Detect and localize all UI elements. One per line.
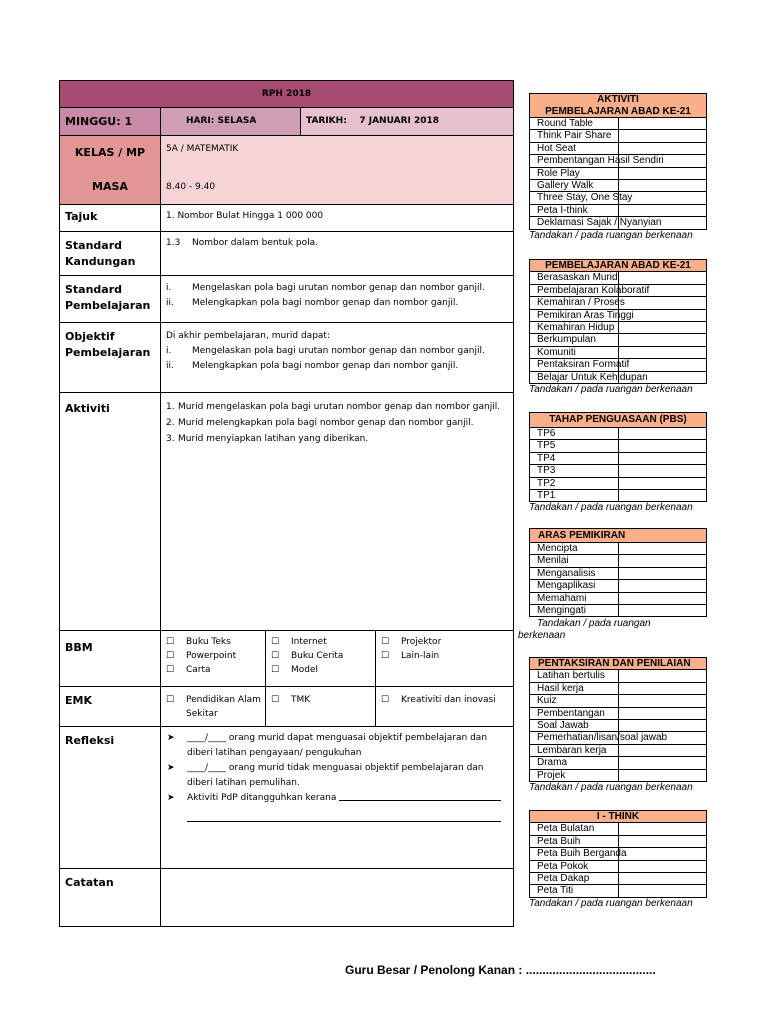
checklist-row: Round Table	[530, 118, 707, 130]
checklist-row: Peta Buih Berganda	[530, 848, 707, 860]
checklist-row: Mencipta	[530, 543, 707, 555]
checklist-row: Peta Titi	[530, 885, 707, 897]
blank-line[interactable]	[187, 812, 501, 822]
aktiviti-item: 2. Murid melengkapkan pola bagi nombor genap dan nombor ganjil.	[166, 418, 474, 428]
aktiviti-item: 3. Murid menyiapkan latihan yang diberikan.	[166, 434, 369, 444]
check-cell[interactable]	[618, 823, 707, 835]
emk-option[interactable]: ☐ Pendidikan Alam Sekitar	[166, 695, 261, 719]
kelas-row	[60, 136, 514, 205]
checklist-row: Pembentangan Hasil Sendiri	[530, 155, 707, 167]
check-cell[interactable]	[618, 885, 707, 897]
signature-label: Guru Besar / Penolong Kanan :	[345, 963, 523, 977]
emk-label: EMK	[60, 687, 161, 727]
refleksi-line: diberi latihan pengayaan/ pengukuhan	[187, 748, 362, 758]
check-cell[interactable]	[618, 580, 707, 592]
check-cell[interactable]	[618, 720, 707, 732]
checklist-row: TP6	[530, 428, 707, 440]
sp-item: i. Mengelaskan pola bagi urutan nombor genap dan nombor ganjil.	[166, 283, 485, 293]
check-cell[interactable]	[618, 180, 707, 192]
tarikh-cell[interactable]	[301, 108, 514, 136]
check-cell[interactable]	[618, 452, 707, 464]
aras-pemikiran-header: ARAS PEMIKIRAN	[530, 529, 707, 543]
checklist-row: Projek	[530, 769, 707, 781]
refleksi-line: diberi latihan pemulihan.	[187, 778, 300, 788]
masa-label: MASA	[92, 180, 128, 193]
emk-column	[265, 687, 375, 726]
bbm-option[interactable]: ☐ Projektor	[381, 637, 442, 647]
checklist-row: Hasil kerja	[530, 682, 707, 694]
aktiviti-value[interactable]	[161, 393, 514, 631]
ithink-table	[529, 810, 707, 898]
checklist-row: Soal Jawab	[530, 720, 707, 732]
tandakan-note: Tandakan / pada ruangan berkenaan	[529, 782, 693, 794]
tarikh-label: TARIKH:	[306, 116, 347, 126]
sk-text: Nombor dalam bentuk pola.	[192, 238, 319, 248]
tandakan-note: Tandakan / pada ruangan berkenaan	[529, 897, 693, 909]
tandakan-note-continued: berkenaan	[518, 630, 566, 642]
check-cell[interactable]	[618, 428, 707, 440]
bbm-option[interactable]: ☐ Buku Teks	[166, 637, 231, 647]
bbm-row	[60, 631, 514, 687]
objektif-intro: Di akhir pembelajaran, murid dapat:	[166, 331, 330, 341]
rph-title: RPH 2018	[60, 81, 514, 108]
tahap-penguasaan-panel	[529, 412, 707, 514]
checklist-row: Deklamasi Sajak / Nyanyian	[530, 217, 707, 229]
check-cell[interactable]	[618, 835, 707, 847]
standard-pembelajaran-value[interactable]	[161, 276, 514, 323]
checklist-row: Think Pair Share	[530, 130, 707, 142]
checklist-row: Menilai	[530, 555, 707, 567]
checklist-row: TP2	[530, 477, 707, 489]
tandakan-note: Tandakan / pada ruangan	[537, 618, 651, 630]
refleksi-line: ➤ Aktiviti PdP ditangguhkan kerana	[167, 791, 507, 806]
checklist-row: Memahami	[530, 592, 707, 604]
check-cell[interactable]	[618, 707, 707, 719]
check-cell[interactable]	[618, 204, 707, 216]
catatan-row	[60, 869, 514, 927]
checklist-row: Berasaskan Murid	[530, 272, 707, 284]
ithink-header: I - THINK	[530, 811, 707, 823]
bbm-option[interactable]: ☐ Carta	[166, 665, 211, 675]
catatan-value[interactable]	[161, 869, 514, 927]
check-cell[interactable]	[618, 695, 707, 707]
blank-line[interactable]	[339, 791, 501, 801]
check-cell[interactable]	[618, 322, 707, 334]
emk-value	[161, 687, 514, 727]
check-cell[interactable]	[618, 359, 707, 371]
pembelajaran-abad-table	[529, 259, 707, 384]
bbm-option[interactable]: ☐ Model	[271, 665, 319, 675]
refleksi-value[interactable]	[161, 727, 514, 869]
pentaksiran-header: PENTAKSIRAN DAN PENILAIAN	[530, 658, 707, 670]
emk-row	[60, 687, 514, 727]
kelas-value: 5A / MATEMATIK	[166, 144, 239, 154]
rph-title-row	[60, 81, 514, 108]
check-cell[interactable]	[618, 555, 707, 567]
refleksi-line	[167, 812, 507, 822]
checklist-row: Kemahiran / Proses	[530, 297, 707, 309]
arrow-bullet-icon: ➤	[167, 793, 175, 803]
check-cell[interactable]	[618, 130, 707, 142]
checklist-row: Latihan bertulis	[530, 670, 707, 682]
check-cell[interactable]	[618, 670, 707, 682]
pentaksiran-table	[529, 657, 707, 782]
op-item: i. Mengelaskan pola bagi urutan nombor genap dan nombor ganjil.	[166, 346, 485, 356]
check-cell[interactable]	[618, 757, 707, 769]
check-cell[interactable]	[618, 744, 707, 756]
bbm-column	[265, 631, 375, 686]
aktiviti-abad-table	[529, 93, 707, 230]
minggu-row	[60, 108, 514, 136]
arrow-bullet-icon: ➤	[167, 763, 175, 773]
pembelajaran-abad-panel	[529, 259, 707, 396]
checklist-row: Komuniti	[530, 346, 707, 358]
emk-column	[161, 687, 265, 726]
checklist-row: Kemahiran Hidup	[530, 322, 707, 334]
kelas-masa-label-cell	[60, 136, 161, 205]
bbm-label: BBM	[60, 631, 161, 687]
bbm-option[interactable]: ☐ Powerpoint	[166, 651, 237, 661]
checkbox-icon[interactable]: ☐	[381, 637, 390, 647]
refleksi-line: ➤ ____/____ orang murid dapat menguasai objektif pembelajaran dan	[167, 731, 507, 746]
check-cell[interactable]	[618, 848, 707, 860]
tajuk-label: Tajuk	[60, 205, 161, 232]
check-cell[interactable]	[618, 297, 707, 309]
objektif-row	[60, 323, 514, 393]
check-cell[interactable]	[618, 567, 707, 579]
aras-pemikiran-table	[529, 528, 707, 617]
minggu-cell[interactable]: MINGGU: 1	[60, 108, 161, 136]
tandakan-note: Tandakan / pada ruangan berkenaan	[529, 229, 693, 241]
checklist-row: Menganalisis	[530, 567, 707, 579]
emk-option[interactable]: ☐ TMK	[271, 695, 311, 705]
checkbox-icon[interactable]: ☐	[166, 665, 175, 675]
checkbox-icon[interactable]: ☐	[271, 637, 280, 647]
aktiviti-label: Aktiviti	[60, 393, 161, 631]
checklist-row: Three Stay, One Stay	[530, 192, 707, 204]
aras-pemikiran-panel	[518, 528, 707, 642]
aktiviti-abad-panel	[529, 93, 707, 242]
op-item: ii. Melengkapkan pola bagi nombor genap dan nombor ganjil.	[166, 361, 459, 371]
standard-kandungan-value[interactable]	[161, 232, 514, 276]
refleksi-label: Refleksi	[60, 727, 161, 869]
refleksi-line: ➤ ____/____ orang murid tidak menguasai objektif pembelajaran dan	[167, 761, 507, 776]
check-cell[interactable]	[618, 682, 707, 694]
bbm-option[interactable]: ☐ Buku Cerita	[271, 651, 344, 661]
check-cell[interactable]	[618, 769, 707, 781]
checkbox-icon[interactable]: ☐	[271, 651, 280, 661]
kelas-label: KELAS / MP	[74, 146, 146, 159]
kelas-masa-value-cell[interactable]	[161, 136, 514, 205]
tandakan-note: Tandakan / pada ruangan berkenaan	[529, 502, 693, 514]
checklist-row: Pemerhatian/lisan/soal jawab	[530, 732, 707, 744]
checklist-row: Peta Buih	[530, 835, 707, 847]
check-cell[interactable]	[618, 334, 707, 346]
checklist-row: Pembelajaran Kolaboratif	[530, 284, 707, 296]
bbm-value	[161, 631, 514, 687]
ithink-panel	[529, 810, 707, 910]
checklist-row: Pentaksiran Formatif	[530, 359, 707, 371]
checklist-row: Role Play	[530, 167, 707, 179]
checkbox-icon[interactable]: ☐	[166, 695, 175, 705]
standard-pembelajaran-label: Standard Pembelajaran	[60, 276, 161, 323]
standard-kandungan-label: Standard Kandungan	[60, 232, 161, 276]
check-cell[interactable]	[618, 605, 707, 617]
signature-line	[345, 963, 656, 977]
checklist-row: TP1	[530, 490, 707, 502]
checklist-row: Peta Dakap	[530, 873, 707, 885]
standard-pembelajaran-row	[60, 276, 514, 323]
pentaksiran-panel	[529, 657, 707, 794]
checklist-row: Hot Seat	[530, 142, 707, 154]
emk-option[interactable]: ☐ Kreativiti dan inovasi	[381, 695, 496, 705]
checklist-row: Peta I-think	[530, 204, 707, 216]
checklist-row: Peta Bulatan	[530, 823, 707, 835]
refleksi-row	[60, 727, 514, 869]
check-cell[interactable]	[618, 167, 707, 179]
check-cell[interactable]	[618, 490, 707, 502]
check-cell[interactable]	[618, 142, 707, 154]
bbm-option[interactable]: ☐ Lain-lain	[381, 651, 440, 661]
check-cell[interactable]	[618, 477, 707, 489]
tajuk-row	[60, 205, 514, 232]
bbm-column	[375, 631, 505, 686]
checklist-row: Kuiz	[530, 695, 707, 707]
checklist-row: Gallery Walk	[530, 180, 707, 192]
signature-dots[interactable]: .......................................	[525, 963, 656, 977]
sk-number: 1.3	[166, 238, 181, 248]
tandakan-note: Tandakan / pada ruangan berkenaan	[529, 384, 693, 396]
check-cell[interactable]	[618, 592, 707, 604]
aktiviti-abad-header: AKTIVITI PEMBELAJARAN ABAD KE-21	[530, 94, 707, 118]
bbm-column	[161, 631, 265, 686]
hari-cell[interactable]: HARI: SELASA	[161, 108, 301, 136]
tarikh-value: 7 JANUARI 2018	[359, 116, 440, 126]
check-cell[interactable]	[618, 346, 707, 358]
aktiviti-item: 1. Murid mengelaskan pola bagi urutan nombor genap dan nombor ganjil.	[166, 402, 501, 412]
aktiviti-row	[60, 393, 514, 631]
emk-column	[375, 687, 505, 726]
checkbox-icon[interactable]: ☐	[166, 651, 175, 661]
pembelajaran-abad-header: PEMBELAJARAN ABAD KE-21	[530, 260, 707, 272]
rph-table	[59, 80, 514, 927]
checklist-row: Belajar Untuk Kehidupan	[530, 371, 707, 383]
checklist-row: Berkumpulan	[530, 334, 707, 346]
checkbox-icon[interactable]: ☐	[381, 651, 390, 661]
check-cell[interactable]	[618, 860, 707, 872]
tajuk-value[interactable]: 1. Nombor Bulat Hingga 1 000 000	[161, 205, 514, 232]
checkbox-icon[interactable]: ☐	[381, 695, 390, 705]
check-cell[interactable]	[618, 873, 707, 885]
checkbox-icon[interactable]: ☐	[271, 665, 280, 675]
checklist-row: Lembaran kerja	[530, 744, 707, 756]
tahap-penguasaan-header: TAHAP PENGUASAAN (PBS)	[530, 413, 707, 428]
objektif-label: Objektif Pembelajaran	[60, 323, 161, 393]
checklist-row: Mengaplikasi	[530, 580, 707, 592]
sp-item: ii. Melengkapkan pola bagi nombor genap dan nombor ganjil.	[166, 298, 459, 308]
checklist-row: Peta Pokok	[530, 860, 707, 872]
check-cell[interactable]	[618, 118, 707, 130]
checklist-row: TP3	[530, 465, 707, 477]
catatan-label: Catatan	[60, 869, 161, 927]
checklist-row: Mengingati	[530, 605, 707, 617]
checklist-row: TP4	[530, 452, 707, 464]
tahap-penguasaan-table	[529, 412, 707, 502]
masa-value: 8.40 - 9.40	[166, 182, 216, 192]
checkbox-icon[interactable]: ☐	[166, 637, 175, 647]
bbm-option[interactable]: ☐ Internet	[271, 637, 327, 647]
checklist-row: Pemikiran Aras Tinggi	[530, 309, 707, 321]
standard-kandungan-row	[60, 232, 514, 276]
objektif-value[interactable]	[161, 323, 514, 393]
check-cell[interactable]	[618, 440, 707, 452]
check-cell[interactable]	[618, 543, 707, 555]
check-cell[interactable]	[618, 272, 707, 284]
checkbox-icon[interactable]: ☐	[271, 695, 280, 705]
arrow-bullet-icon: ➤	[167, 733, 175, 743]
checklist-row: Pembentangan	[530, 707, 707, 719]
checklist-row: TP5	[530, 440, 707, 452]
check-cell[interactable]	[618, 465, 707, 477]
checklist-row: Drama	[530, 757, 707, 769]
